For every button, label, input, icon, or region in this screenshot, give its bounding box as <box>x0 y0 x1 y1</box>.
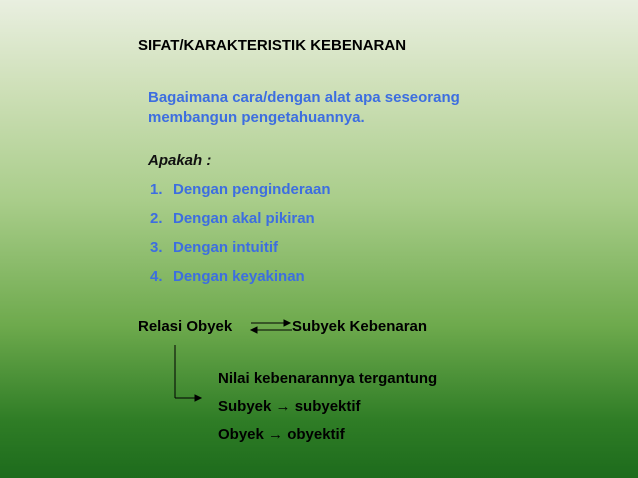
list-number: 2. <box>150 210 163 227</box>
elbow-head <box>195 395 201 401</box>
detail-line: Nilai kebenarannya tergantung <box>218 370 438 387</box>
double-arrow-icon <box>251 320 292 333</box>
arrow-right-head <box>284 320 290 326</box>
list-text: Dengan keyakinan <box>173 268 305 285</box>
list-number: 1. <box>150 181 163 198</box>
list-text: Dengan intuitif <box>173 239 278 256</box>
relation-left-label: Relasi Obyek <box>138 318 233 335</box>
elbow-arrow-icon <box>175 345 201 401</box>
list-text: Dengan penginderaan <box>173 181 331 198</box>
relation-right-label: Subyek Kebenaran <box>292 318 428 335</box>
question-text: Bagaimana cara/dengan alat apa seseorang membangun pengetahuannya. <box>148 89 460 126</box>
intro-label: Apakah : <box>148 152 212 169</box>
detail-line: Subyek → subyektif <box>218 398 361 415</box>
detail-line: Obyek → obyektif <box>218 426 345 443</box>
arrow-left-head <box>251 327 257 333</box>
list-text: Dengan akal pikiran <box>173 210 315 227</box>
list-number: 3. <box>150 239 163 256</box>
slide-title: SIFAT/KARAKTERISTIK KEBENARAN <box>138 37 407 54</box>
list-number: 4. <box>150 268 163 285</box>
